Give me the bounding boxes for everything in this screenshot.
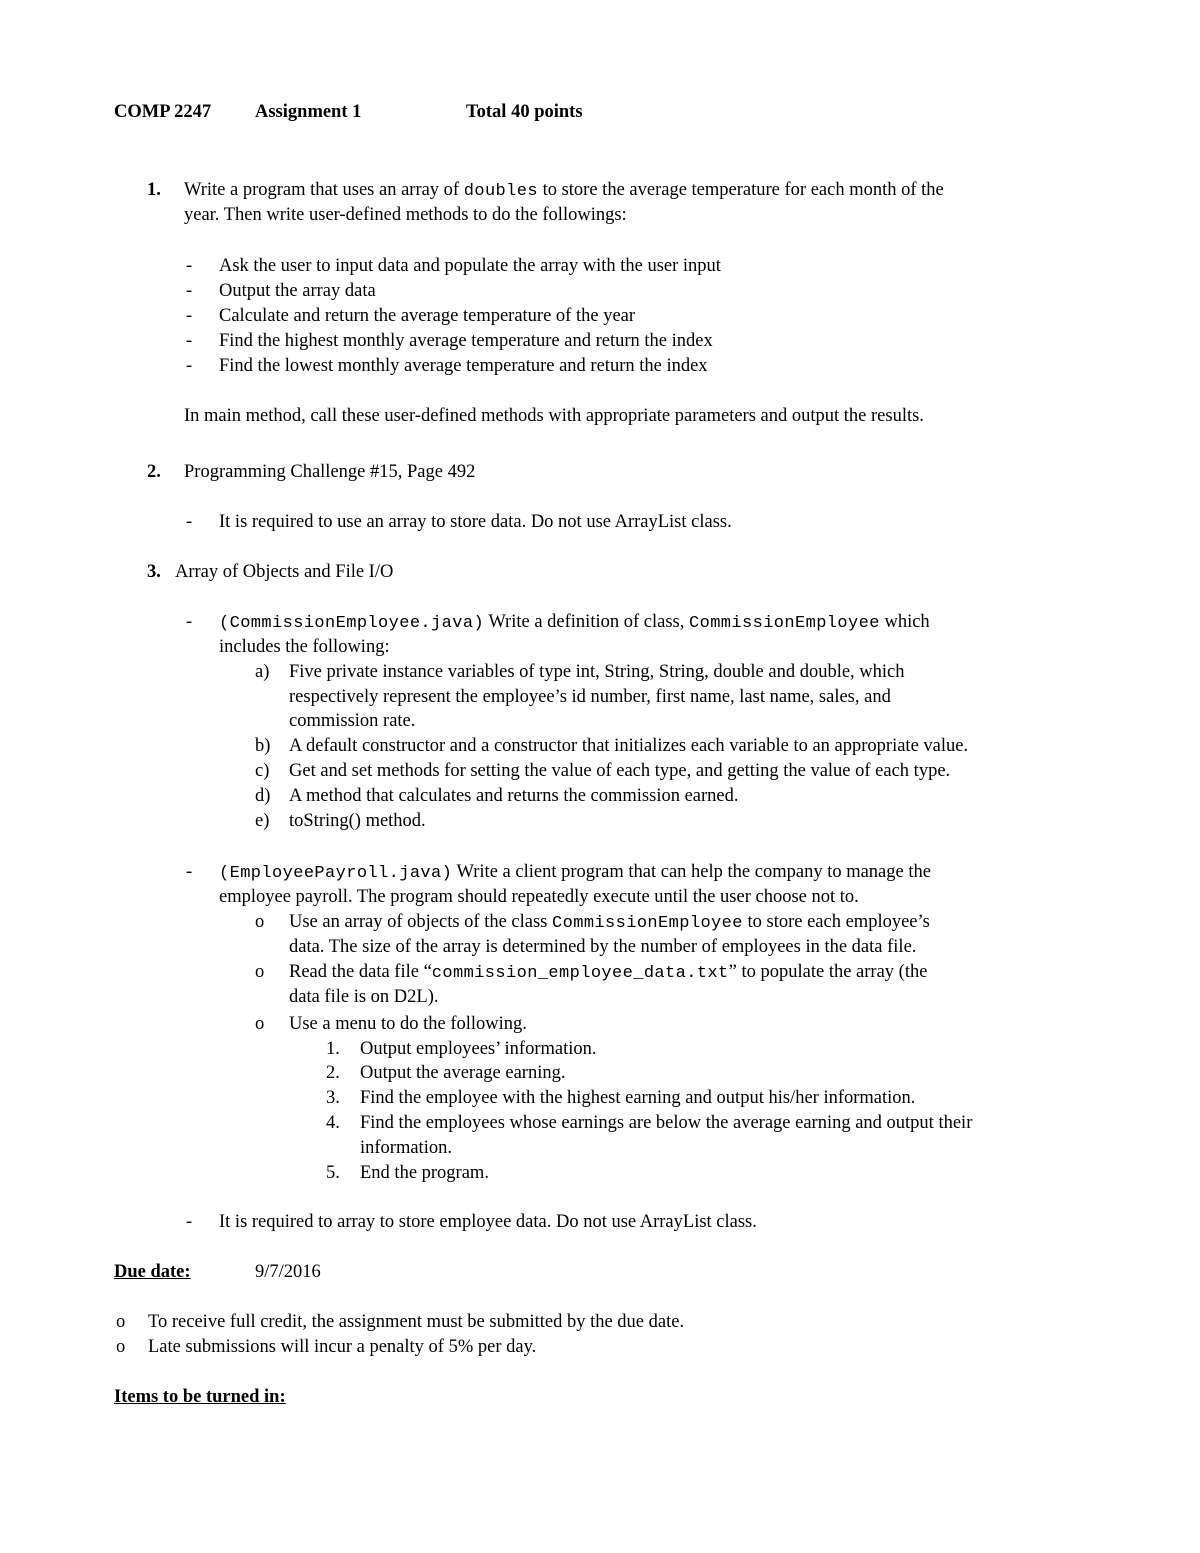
q3-part2-o2-line1: Read the data file “commission_employee_data.txt” to populate the array (the: [289, 962, 928, 983]
q1-intro-line1: Write a program that uses an array of doubles to store the average temperature for each month of the: [184, 180, 944, 201]
list-label: c): [255, 761, 270, 781]
total-points: Total 40 points: [466, 102, 583, 122]
dash-bullet: -: [186, 1212, 193, 1232]
menu-text: Output the average earning.: [360, 1063, 566, 1083]
q2-number: 2.: [147, 462, 161, 482]
q1-intro-line2: year. Then write user-defined methods to do the followings:: [184, 205, 627, 225]
menu-text: Find the employee with the highest earning and output his/her information.: [360, 1088, 916, 1108]
q3-part1-line1: (CommissionEmployee.java) Write a definition of class, CommissionEmployee which: [219, 612, 930, 633]
q1-task: Ask the user to input data and populate the array with the user input: [219, 256, 721, 276]
due-note: Late submissions will incur a penalty of 5% per day.: [148, 1337, 537, 1357]
circle-bullet: o: [116, 1312, 126, 1332]
menu-text: Output employees’ information.: [360, 1039, 597, 1059]
list-text: commission rate.: [289, 711, 416, 731]
due-date-label: Due date:: [114, 1262, 191, 1282]
dash-bullet: -: [186, 356, 193, 376]
dash-bullet: -: [186, 256, 193, 276]
q1-number: 1.: [147, 180, 161, 200]
circle-bullet: o: [116, 1337, 126, 1357]
due-date-value: 9/7/2016: [255, 1262, 321, 1282]
dash-bullet: -: [186, 512, 193, 532]
q1-main-note: In main method, call these user-defined methods with appropriate parameters and output the results.: [184, 406, 924, 426]
list-text: A method that calculates and returns the commission earned.: [289, 786, 739, 806]
dash-bullet: -: [186, 281, 193, 301]
circle-bullet: o: [255, 1014, 265, 1034]
q3-part2-o2-line2: data file is on D2L).: [289, 987, 439, 1007]
dash-bullet: -: [186, 862, 193, 882]
list-label: b): [255, 736, 271, 756]
assignment-title: Assignment 1: [255, 102, 362, 122]
q1-task: Output the array data: [219, 281, 376, 301]
q3-note: It is required to array to store employee data. Do not use ArrayList class.: [219, 1212, 757, 1232]
dash-bullet: -: [186, 306, 193, 326]
menu-number: 4.: [326, 1113, 340, 1133]
q1-task: Find the highest monthly average temperature and return the index: [219, 331, 713, 351]
list-label: e): [255, 811, 270, 831]
q3-part2-line2: employee payroll. The program should repeatedly execute until the user choose not to.: [219, 887, 859, 907]
q1-task: Find the lowest monthly average temperature and return the index: [219, 356, 708, 376]
list-text: A default constructor and a constructor that initializes each variable to an appropriate value.: [289, 736, 969, 756]
q3-part2-o1-line2: data. The size of the array is determined by the number of employees in the data file.: [289, 937, 917, 957]
q3-title: Array of Objects and File I/O: [175, 562, 394, 582]
q3-part2-o1-line1: Use an array of objects of the class CommissionEmployee to store each employee’s: [289, 912, 930, 933]
list-label: d): [255, 786, 271, 806]
menu-number: 3.: [326, 1088, 340, 1108]
list-text: Five private instance variables of type int, String, String, double and double, which: [289, 662, 905, 682]
list-text: respectively represent the employee’s id number, first name, last name, sales, and: [289, 687, 891, 707]
circle-bullet: o: [255, 912, 265, 932]
menu-number: 2.: [326, 1063, 340, 1083]
q1-task: Calculate and return the average temperature of the year: [219, 306, 636, 326]
dash-bullet: -: [186, 612, 193, 632]
q2-title: Programming Challenge #15, Page 492: [184, 462, 476, 482]
menu-number: 1.: [326, 1039, 340, 1059]
items-heading: Items to be turned in:: [114, 1387, 286, 1407]
dash-bullet: -: [186, 331, 193, 351]
circle-bullet: o: [255, 962, 265, 982]
course-code: COMP 2247: [114, 102, 212, 122]
q3-number: 3.: [147, 562, 161, 582]
menu-text: End the program.: [360, 1163, 489, 1183]
list-text: Get and set methods for setting the value of each type, and getting the value of each type.: [289, 761, 951, 781]
q2-note: It is required to use an array to store data. Do not use ArrayList class.: [219, 512, 732, 532]
menu-text: Find the employees whose earnings are below the average earning and output their: [360, 1113, 973, 1133]
list-text: toString() method.: [289, 811, 426, 831]
due-note: To receive full credit, the assignment must be submitted by the due date.: [148, 1312, 685, 1332]
list-label: a): [255, 662, 270, 682]
q3-part2-line1: (EmployeePayroll.java) Write a client program that can help the company to manage the: [219, 862, 931, 883]
q3-part2-o3: Use a menu to do the following.: [289, 1014, 527, 1034]
q3-part1-line2: includes the following:: [219, 637, 390, 657]
menu-number: 5.: [326, 1163, 340, 1183]
menu-text: information.: [360, 1138, 452, 1158]
